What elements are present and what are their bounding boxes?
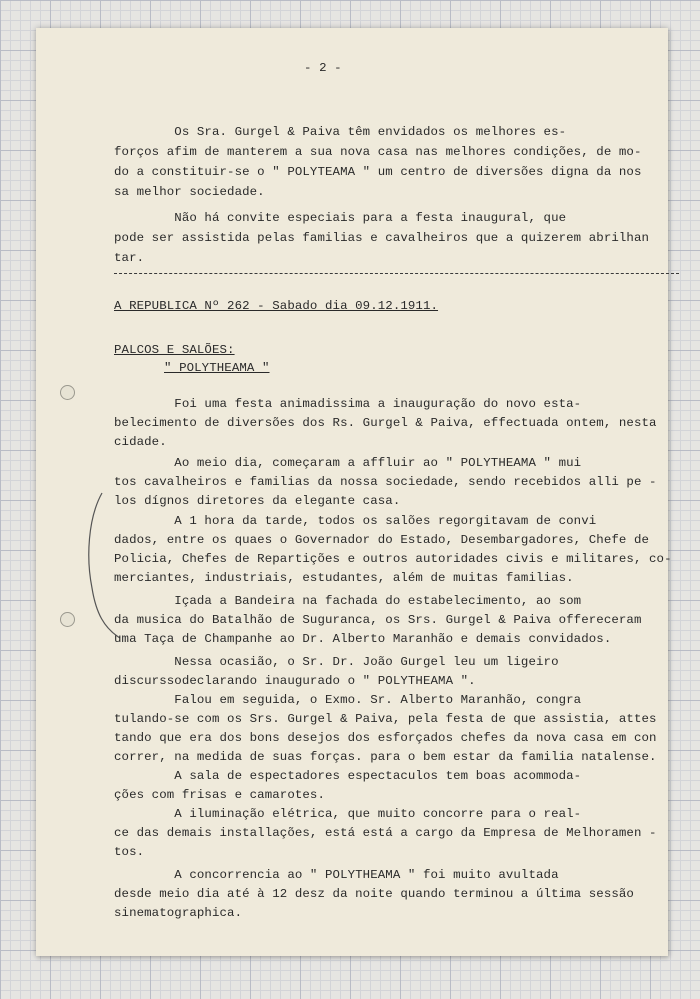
article-line: Içada a Bandeira na fachada do estabelecimento, ao som xyxy=(114,594,582,608)
article-line: merciantes, industriais, estudantes, além de muitas familias. xyxy=(114,571,574,585)
punch-hole-top xyxy=(60,385,75,400)
article-line: tos cavalheiros e familias da nossa sociedade, sendo recebidos alli pe - xyxy=(114,475,657,489)
document-page xyxy=(36,28,672,956)
article-line: correr, na medida de suas forças. para o bem estar da familia natalense. xyxy=(114,750,657,764)
article-line: A 1 hora da tarde, todos os salões regorgitavam de convi xyxy=(114,514,597,528)
article-line: A concorrencia ao " POLYTHEAMA " foi muito avultada xyxy=(114,868,559,882)
text-line: pode ser assistida pelas familias e cavalheiros que a quizerem abrilhan xyxy=(114,231,650,245)
article-line: desde meio dia até à 12 desz da noite quando terminou a última sessão xyxy=(114,887,634,901)
article-line: ções com frisas e camarotes. xyxy=(114,788,325,802)
page-number: - 2 - xyxy=(304,61,342,75)
punch-hole-bottom xyxy=(60,612,75,627)
article-line: belecimento de diversões dos Rs. Gurgel & Paiva, effectuada ontem, nesta xyxy=(114,416,657,430)
dashed-separator xyxy=(114,273,679,274)
article-line: A sala de espectadores espectaculos tem boas acommoda- xyxy=(114,769,582,783)
article-subtitle: " POLYTHEAMA " xyxy=(164,361,270,375)
text-line: Não há convite especiais para a festa inaugural, que xyxy=(114,211,567,225)
article-line: ce das demais installações, está está a cargo da Empresa de Melhoramen - xyxy=(114,826,657,840)
article-line: Nessa ocasião, o Sr. Dr. João Gurgel leu um ligeiro xyxy=(114,655,559,669)
section-title: PALCOS E SALÕES: xyxy=(114,343,235,357)
article-line: uma Taça de Champanhe ao Dr. Alberto Maranhão e demais convidados. xyxy=(114,632,612,646)
text-line: tar. xyxy=(114,251,145,265)
text-line: do a constituir-se o " POLYTEAMA " um centro de diversões digna da nos xyxy=(114,165,642,179)
article-line: Foi uma festa animadissima a inauguração do novo esta- xyxy=(114,397,582,411)
article-line: discurssodeclarando inaugurado o " POLYTHEAMA ". xyxy=(114,674,476,688)
article-line: los dígnos diretores da elegante casa. xyxy=(114,494,401,508)
text-line: sa melhor sociedade. xyxy=(114,185,265,199)
article-line: sinematographica. xyxy=(114,906,243,920)
article-line: Policia, Chefes de Repartições e outros autoridades civis e militares, co- xyxy=(114,552,672,566)
article-line: tos. xyxy=(114,845,145,859)
text-line: forços afim de manterem a sua nova casa nas melhores condições, de mo- xyxy=(114,145,642,159)
text-line: Os Sra. Gurgel & Paiva têm envidados os melhores es- xyxy=(114,125,567,139)
source-line: A REPUBLICA Nº 262 - Sabado dia 09.12.1911. xyxy=(114,299,439,313)
article-line: tulando-se com os Srs. Gurgel & Paiva, pela festa de que assistia, attes xyxy=(114,712,657,726)
article-line: dados, entre os quaes o Governador do Estado, Desembargadores, Chefe de xyxy=(114,533,650,547)
article-line: Falou em seguida, o Exmo. Sr. Alberto Maranhão, congra xyxy=(114,693,582,707)
article-line: Ao meio dia, começaram a affluir ao " POLYTHEAMA " mui xyxy=(114,456,582,470)
article-line: cidade. xyxy=(114,435,167,449)
article-line: tando que era dos bons desejos dos esforçados chefes da nova casa em con xyxy=(114,731,657,745)
article-line: da musica do Batalhão de Suguranca, os Srs. Gurgel & Paiva offereceram xyxy=(114,613,642,627)
article-line: A iluminação elétrica, que muito concorre para o real- xyxy=(114,807,582,821)
